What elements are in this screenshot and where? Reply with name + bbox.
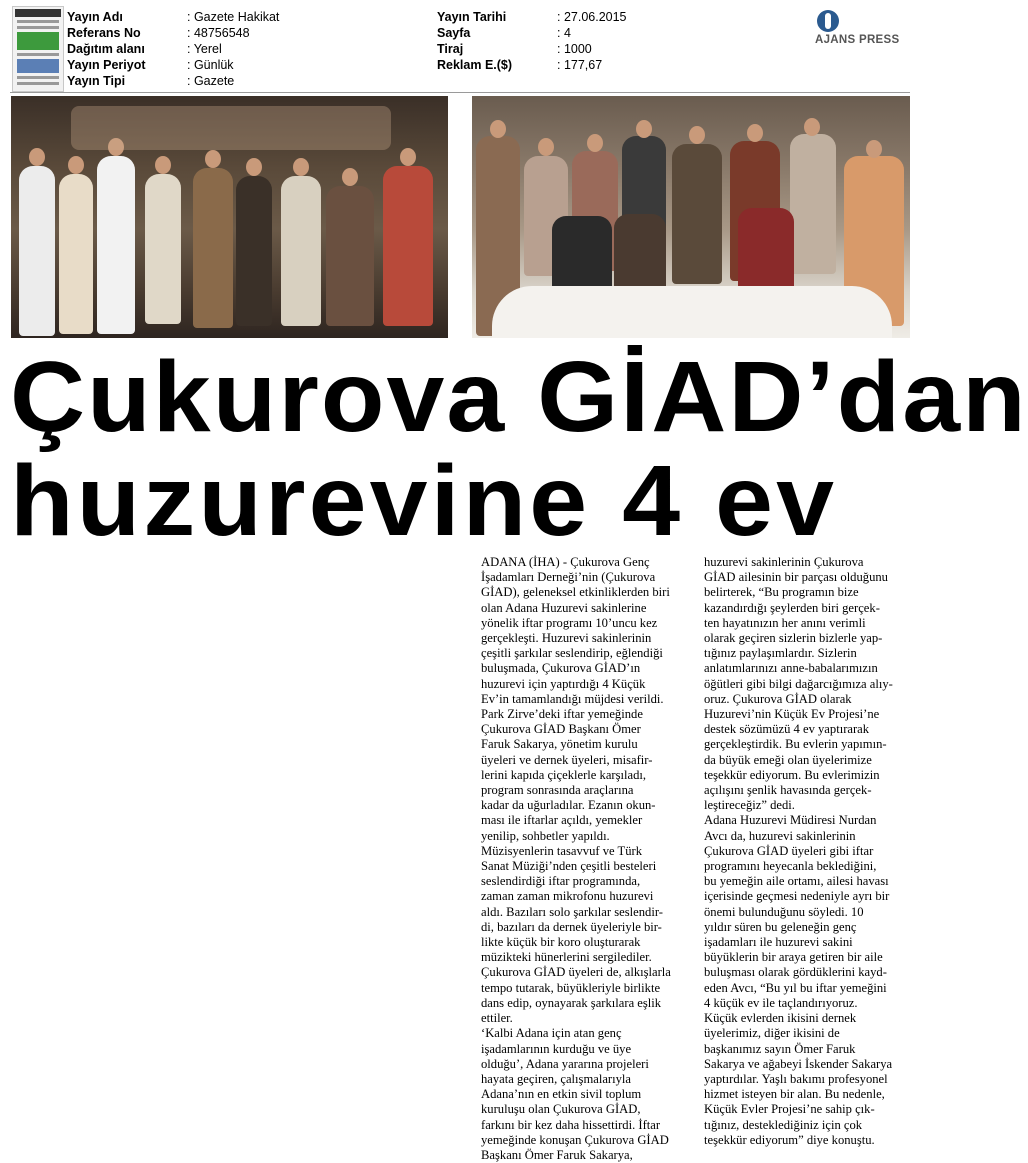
newspaper-thumbnail [12, 6, 64, 92]
meta-row-date: Yayın Tarihi : 27.06.2015 [437, 10, 627, 24]
meta-row-page: Sayfa : 4 [437, 26, 571, 40]
article-column-2 [704, 555, 911, 1148]
ajans-press-logo-icon [817, 10, 839, 32]
headline-line-1: Çukurova GİAD’dan [10, 341, 1028, 453]
article-column-1 [481, 555, 694, 1163]
meta-row-circulation: Tiraj : 1000 [437, 42, 592, 56]
publication-meta-right [437, 9, 627, 73]
article-paragraph: ADANA (İHA) - Çukurova Genç İşadamları Derneği’nin (Çukurova GİAD), geleneksel etkinliklerden biri olan Adana Huzurevi sakinlerine yönelik iftar programı 10’uncu kez gerçekleşti. Huzurevi sakinlerinin çeşitli şarkılar seslendirip, eğlendiği buluşmada, Çukurova GİAD’ın huzurevi için yaptırdığı 4 Küçük Ev’in tamamlandığı müjdesi verildi. [481, 555, 670, 706]
meta-row-ad-equivalent: Reklam E.($) : 177,67 [437, 58, 603, 72]
meta-row-reference-no: Referans No : 48756548 [67, 26, 250, 40]
article-paragraph: ‘Kalbi Adana için atan genç işadamlarının kurduğu ve üye olduğu’, Adana yararına projeleri hayata geçiren, çalışmalarıyla Adana’nın en etkin sivil toplum kuruluşu olan Çukurova GİAD, farkını bir kez daha hissettirdi. İftar yemeğinde konuşan Çukurova GİAD Başkanı Ömer Faruk Sakarya, [481, 1026, 669, 1162]
headline-line-2: huzurevine 4 ev [10, 445, 838, 557]
ajans-press-logo-text: AJANS PRESS [815, 34, 900, 46]
meta-row-type: Yayın Tipi : Gazete [67, 74, 235, 88]
group-photo-right [472, 96, 910, 338]
article-paragraph: Park Zirve’deki iftar yemeğinde Çukurova GİAD Başkanı Ömer Faruk Sakarya, yönetim kurulu üyeleri ve dernek üyeleri, misafir- lerini kapıda çiçeklerle karşıladı, program sonrasında araçlarına kadar da uğurladılar. Ezanın okun- ması ile iftarlar açıldı, yemekler yenilip, sohbetler yapıldı. Müzisyenlerin tasavvuf ve Türk Sanat Müziği’nden çeşitli besteleri seslendirdiği iftar programında, zaman zaman mikrofonu huzurevi aldı. Bazıları solo şarkılar seslendir- di, bazıları da dernek üyeleriyle bir- likte küçük bir koro oluşturarak müzikteki hünerlerini sergilediler. Çukurova GİAD üyeleri de, alkışlarla tempo tutarak, büyükleriyle birlikte dans edip, oynayarak şarkılara eşlik ettiler. [481, 707, 671, 1026]
group-photo-left [11, 96, 448, 338]
meta-row-period: Yayın Periyot : Günlük [67, 58, 234, 72]
ajans-press-logo [812, 10, 912, 50]
article-paragraph: Adana Huzurevi Müdiresi Nurdan Avcı da, huzurevi sakinlerinin Çukurova GİAD üyeleri gibi iftar programını heyecanla beklediğini, bu yemeğin aile ortamı, ailesi havası içerisinde geçmesi nedeniyle ayrı bir önemi bulunduğunu söyledi. 10 yıldır süren bu geleneğin genç işadamları ile huzurevi sakini büyüklerin bir araya getiren bir aile buluşması olarak gördüklerini kayd- eden Avcı, “Bu yıl bu iftar yemeğini 4 küçük ev ile taçlandırıyoruz. Küçük evlerden ikisini dernek üyelerimiz, diğer ikisini de başkanımız sayın Ömer Faruk Sakarya ve ağabeyi İskender Sakarya yaptırdılar. Yaşlı bakımı profesyonel hizmet isteyen bir alan. Bu nedenle, Küçük Evler Projesi’ne sahip çık- tığınız, desteklediğiniz için çok teşekkür ediyorum” diye konuştu. [704, 813, 893, 1147]
meta-row-distribution: Dağıtım alanı : Yerel [67, 42, 222, 56]
header-divider [10, 92, 910, 93]
publication-meta-left [67, 9, 279, 89]
meta-row-publication-name: Yayın Adı : Gazete Hakikat [67, 10, 280, 24]
article-paragraph: huzurevi sakinlerinin Çukurova GİAD ailesinin bir parçası olduğunu belirterek, “Bu programın bize kazandırdığı şeylerden biri gerçek- ten hayatınızın her anını verimli olarak geçiren sizlerin bizlerle yap- tığınız paylaşımlardır. Sizlerin anlatımlarınızı anne-babalarımızın öğütleri gibi bilgi dağarcığımıza alıy- oruz. Çukurova GİAD olarak Huzurevi’nin Küçük Ev Projesi’ne destek sözümüzü 4 ev yaptırarak gerçekleştirdik. Bu evlerin yapımın- da büyük emeği olan üyelerimize teşekkür ediyorum. Bu evlerimizin açılışını şenlik havasında gerçek- leştireceğiz” dedi. [704, 555, 893, 813]
